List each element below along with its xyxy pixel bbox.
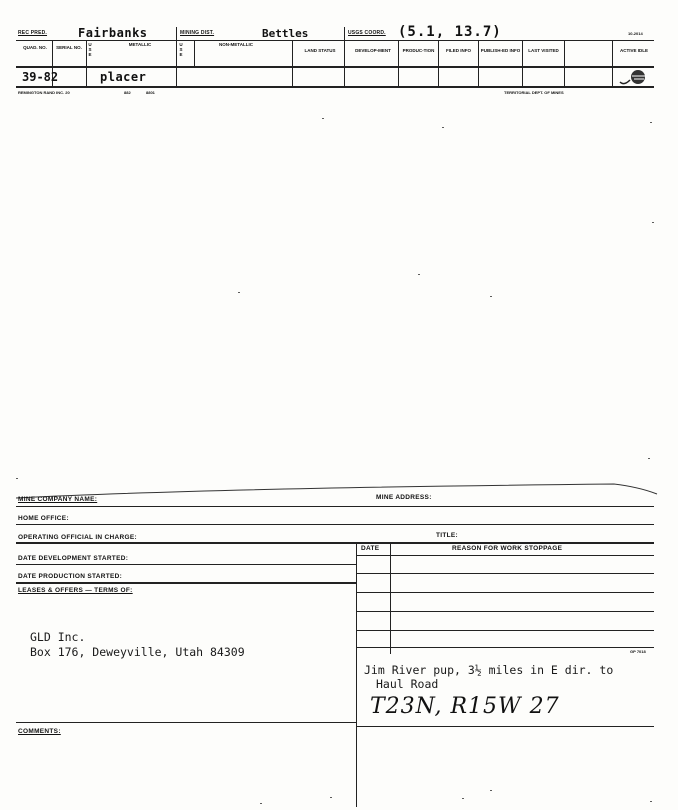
owner-address: Box 176, Deweyville, Utah 84309 (30, 645, 245, 659)
metallic-value: placer (100, 70, 147, 84)
rule (16, 542, 654, 544)
footer-code-1: 882 (124, 90, 131, 95)
col-land-status: LAND STATUS (304, 48, 336, 53)
speck (330, 797, 332, 798)
rule (356, 726, 654, 727)
col-published-info: PUBLISH-ED INFO (480, 48, 521, 53)
divider (398, 40, 399, 86)
rule (356, 555, 654, 556)
comments-label: COMMENTS: (18, 728, 61, 735)
leases-label: LEASES & OFFERS — TERMS OF: (18, 587, 133, 594)
speck (322, 118, 324, 119)
active-idle-mark-icon (616, 66, 652, 88)
top-right-code: 10-2014 (628, 31, 643, 36)
divider (176, 27, 177, 86)
mine-address-label: MINE ADDRESS: (376, 494, 432, 501)
quad-serial-value: 39-82 (22, 70, 59, 84)
footer-left: REMINGTON RAND INC. 20 (18, 90, 70, 95)
col-serial-no: SERIAL NO. (56, 45, 82, 50)
title-label: TITLE: (436, 532, 459, 539)
rule (356, 573, 654, 574)
speck (238, 292, 240, 293)
rule (356, 611, 654, 612)
col-metallic: METALLIC (128, 42, 152, 47)
form-code: GP 7018 (630, 649, 646, 654)
home-office-label: HOME OFFICE: (18, 515, 69, 522)
footer-right: TERRITORIAL DEPT. OF MINES (504, 90, 564, 95)
top-card-bottom-rule (16, 86, 654, 88)
rule (16, 564, 356, 565)
col-filed-info: FILED INFO (446, 48, 471, 53)
col-active-idle: ACTIVE IDLE (619, 48, 648, 53)
rec-pred-label: REC PRED. (18, 30, 48, 36)
usgs-coord-value: (5.1, 13.7) (398, 24, 502, 40)
speck (652, 222, 654, 223)
rule (356, 647, 654, 648)
divider (344, 27, 345, 86)
footer-code-2: 8801 (146, 90, 155, 95)
operating-official-label: OPERATING OFFICIAL IN CHARGE: (18, 534, 137, 541)
top-card-header-divider (16, 40, 654, 41)
col-development: DEVELOP-MENT (355, 48, 391, 53)
col-non-metallic: NON-METALLIC (219, 42, 253, 47)
mine-company-name-label: MINE COMPANY NAME: (18, 496, 98, 503)
rule (16, 506, 654, 507)
card-edge (14, 478, 659, 500)
usgs-coord-label: USGS COORD. (348, 30, 386, 36)
divider (478, 40, 479, 86)
divider (292, 40, 293, 86)
speck (490, 790, 492, 791)
date-production-label: DATE PRODUCTION STARTED: (18, 573, 123, 580)
rule (16, 582, 356, 584)
rule (356, 630, 654, 631)
date-col-label: DATE (361, 545, 380, 552)
owner-name: GLD Inc. (30, 630, 86, 644)
mining-dist-value: Bettles (262, 27, 309, 40)
vertical-divider (356, 542, 357, 807)
rule (16, 524, 654, 525)
top-card-rule (16, 66, 654, 68)
location-line-2: Haul Road (376, 677, 439, 691)
mining-dist-label: MINING DIST. (180, 30, 215, 36)
speck (650, 801, 652, 802)
speck (442, 127, 444, 128)
date-development-label: DATE DEVELOPMENT STARTED: (18, 555, 129, 562)
divider (564, 40, 565, 86)
location-line-1: Jim River pup, 3½ miles in E dir. to (364, 663, 614, 677)
speck (650, 122, 652, 123)
speck (260, 803, 262, 804)
speck (462, 798, 464, 799)
col-last-visited: LAST VISITED (528, 48, 559, 53)
divider (194, 40, 195, 66)
rule (356, 592, 654, 593)
divider (522, 40, 523, 86)
col-quad-no: QUAD. NO. (23, 45, 47, 50)
divider (612, 40, 613, 86)
date-column-divider (390, 542, 391, 654)
handwritten-note: T23N, R15W 27 (370, 694, 560, 719)
reason-col-label: REASON FOR WORK STOPPAGE (452, 545, 563, 552)
divider (438, 40, 439, 86)
col-use-right: U S E (179, 42, 183, 57)
rec-pred-value: Fairbanks (78, 26, 148, 40)
speck (418, 274, 420, 275)
speck (648, 458, 650, 459)
col-production: PRODUC-TION (402, 48, 435, 53)
col-use-left: U S E (88, 42, 92, 57)
rule (16, 722, 356, 723)
speck (490, 296, 492, 297)
